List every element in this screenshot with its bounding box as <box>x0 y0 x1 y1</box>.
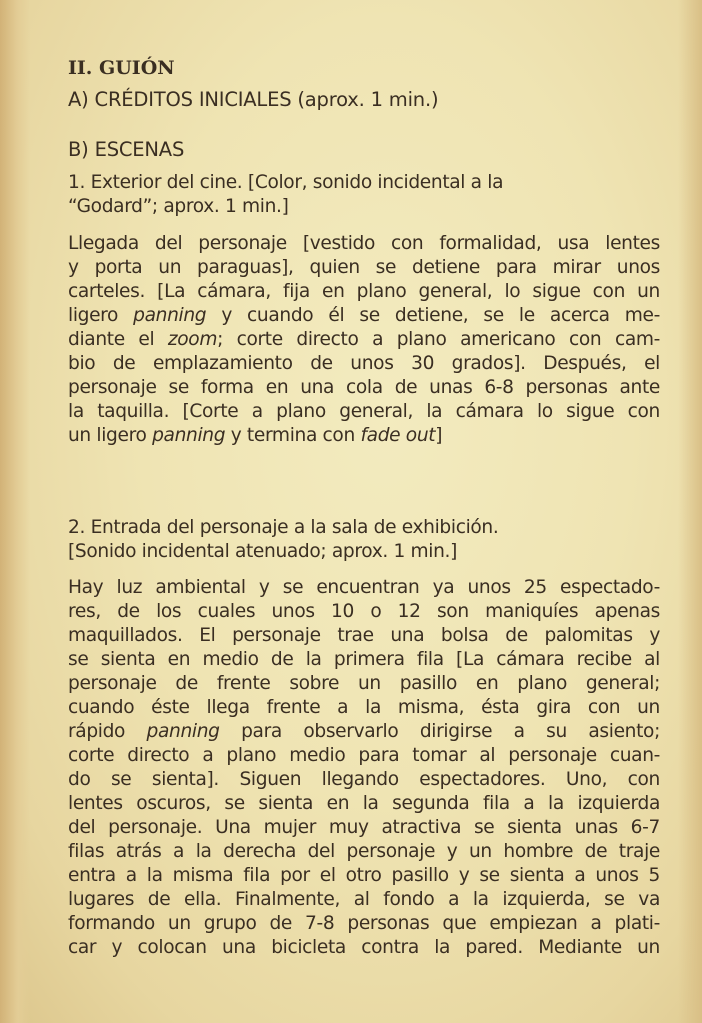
scene-2-title-line: [Sonido incidental atenuado; aprox. 1 min.] <box>68 541 458 562</box>
scene-1-title-line: “Godard”; aprox. 1 min.] <box>68 196 289 217</box>
scene-2-body-line: res, de los cuales unos 10 o 12 son maniquíes apenas <box>68 601 660 622</box>
text-span: ] <box>435 425 443 446</box>
scene-2-body-line: lentes oscuros, se sienta en la segunda fila a la izquierda <box>68 793 660 814</box>
text-span: y cuando él se detiene, se le acerca me- <box>206 305 660 326</box>
page-right-edge <box>678 0 702 1023</box>
italic-term: fade out <box>360 425 436 446</box>
text-span: y termina con <box>225 425 361 446</box>
italic-term: panning <box>133 305 207 326</box>
scene-2-body-line: se sienta en medio de la primera fila [La cámara recibe al <box>68 649 660 670</box>
text-span: ; corte directo a plano americano con cam- <box>217 329 660 350</box>
section-title: II. GUIÓN <box>68 57 175 79</box>
scene-2-body-line: personaje de frente sobre un pasillo en plano general; <box>68 673 660 694</box>
scene-2-body-line: do se sienta]. Siguen llegando espectadores. Uno, con <box>68 769 660 790</box>
scene-1-body-line: y porta un paraguas], quien se detiene para mirar unos <box>68 257 660 278</box>
text-span: diante el <box>68 329 168 350</box>
scene-1-title-line: 1. Exterior del cine. [Color, sonido incidental a la <box>68 172 504 193</box>
scene-2-body-line <box>68 720 660 744</box>
scene-2-body-line: corte directo a plano medio para tomar al personaje cuan- <box>68 745 660 766</box>
scene-2-body-line: del personaje. Una mujer muy atractiva se sienta unas 6-7 <box>68 817 660 838</box>
text-span: para observarlo dirigirse a su asiento; <box>219 721 660 742</box>
scene-1-body-line <box>68 424 442 448</box>
italic-term: zoom <box>167 329 218 350</box>
scene-2-body-line: maquillados. El personaje trae una bolsa de palomitas y <box>68 625 660 646</box>
italic-term: panning <box>152 425 226 446</box>
scene-1-body-line <box>68 304 660 328</box>
scene-2-body-line: entra a la misma fila por el otro pasillo y se sienta a unos 5 <box>68 865 660 886</box>
scene-2-body-line: cuando éste llega frente a la misma, ésta gira con un <box>68 697 660 718</box>
text-span: un ligero <box>68 425 153 446</box>
scene-2-body-line: formando un grupo de 7-8 personas que empiezan a plati- <box>68 913 660 934</box>
scene-1-body-line: bio de emplazamiento de unos 30 grados]. Después, el <box>68 353 660 374</box>
page-left-edge <box>0 0 30 1023</box>
scene-1-body-line: Llegada del personaje [vestido con formalidad, usa lentes <box>68 233 660 254</box>
subsection-a-heading: A) CRÉDITOS INICIALES (aprox. 1 min.) <box>68 88 439 111</box>
text-span: ligero <box>68 305 134 326</box>
scene-1-body-line: carteles. [La cámara, fija en plano general, lo sigue con un <box>68 281 660 302</box>
scene-2-body-line: Hay luz ambiental y se encuentran ya unos 25 espectado- <box>68 577 660 598</box>
scene-2-body-line: lugares de ella. Finalmente, al fondo a la izquierda, se va <box>68 889 660 910</box>
scene-1-body-line: la taquilla. [Corte a plano general, la cámara lo sigue con <box>68 401 660 422</box>
scene-2-body-line: filas atrás a la derecha del personaje y un hombre de traje <box>68 841 660 862</box>
italic-term: panning <box>146 721 220 742</box>
scene-1-body-line <box>68 328 660 352</box>
text-span: rápido <box>68 721 147 742</box>
scene-2-title-line: 2. Entrada del personaje a la sala de exhibición. <box>68 517 499 538</box>
scene-1-body-line: personaje se forma en una cola de unas 6-8 personas ante <box>68 377 660 398</box>
subsection-b-heading: B) ESCENAS <box>68 138 185 161</box>
scene-2-body-line: car y colocan una bicicleta contra la pared. Mediante un <box>68 937 660 958</box>
